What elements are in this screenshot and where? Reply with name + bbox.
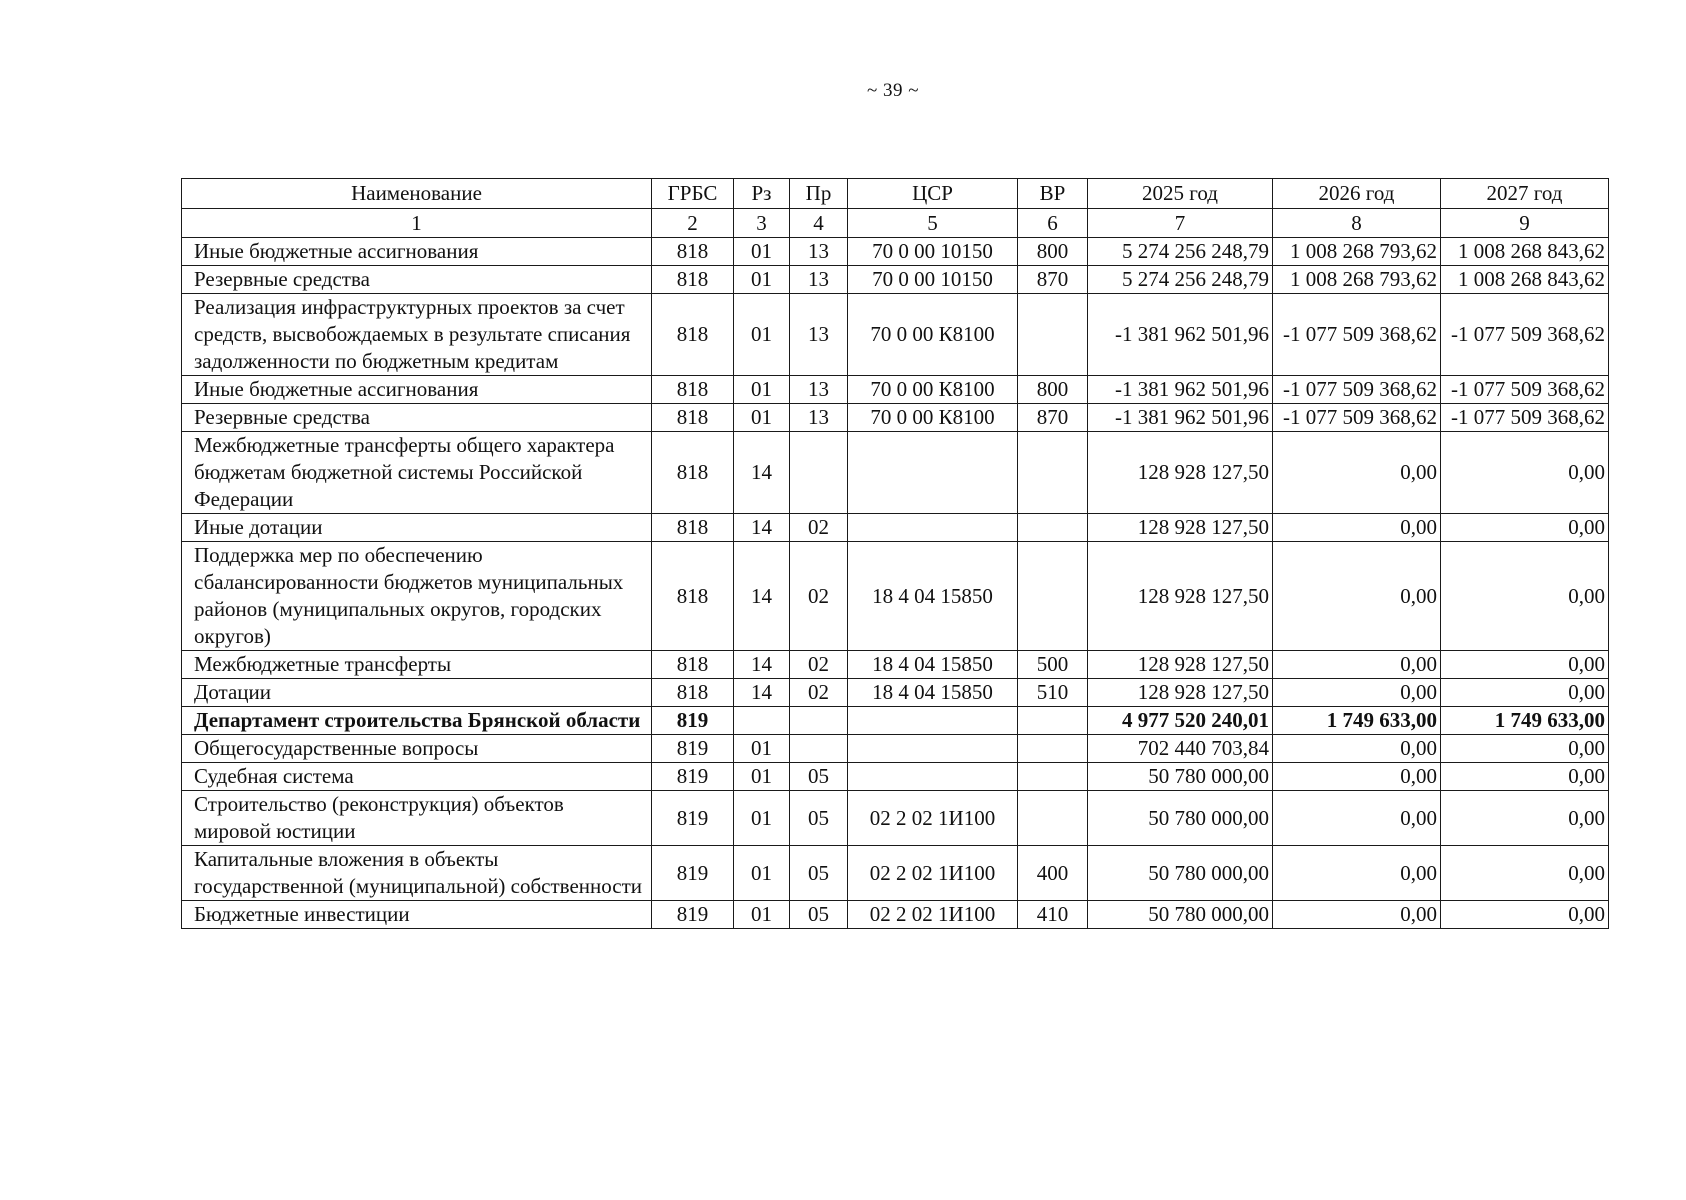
cell-rz: 14 <box>734 432 790 514</box>
cell-amount-2026: 0,00 <box>1273 651 1441 679</box>
cell-csr: 70 0 00 10150 <box>848 266 1018 294</box>
column-number-row <box>182 209 1609 238</box>
cell-csr: 02 2 02 1И100 <box>848 901 1018 929</box>
cell-rz: 14 <box>734 679 790 707</box>
cell-csr: 02 2 02 1И100 <box>848 791 1018 846</box>
cell-grbs: 818 <box>652 376 734 404</box>
table-row <box>182 542 1609 651</box>
cell-pr: 05 <box>790 791 848 846</box>
cell-csr <box>848 514 1018 542</box>
cell-rz: 14 <box>734 514 790 542</box>
cell-vr: 800 <box>1018 376 1088 404</box>
cell-grbs: 818 <box>652 651 734 679</box>
cell-grbs: 819 <box>652 707 734 735</box>
column-number: 3 <box>734 209 790 238</box>
cell-pr: 13 <box>790 294 848 376</box>
cell-rz: 01 <box>734 404 790 432</box>
cell-pr: 02 <box>790 651 848 679</box>
header-pr: Пр <box>790 179 848 209</box>
cell-amount-2026: 1 008 268 793,62 <box>1273 238 1441 266</box>
cell-amount-2026: 1 008 268 793,62 <box>1273 266 1441 294</box>
cell-amount-2025: 5 274 256 248,79 <box>1088 266 1273 294</box>
table-row <box>182 238 1609 266</box>
cell-amount-2026: 0,00 <box>1273 846 1441 901</box>
table-row <box>182 266 1609 294</box>
cell-grbs: 818 <box>652 266 734 294</box>
cell-amount-2025: 702 440 703,84 <box>1088 735 1273 763</box>
cell-csr: 18 4 04 15850 <box>848 651 1018 679</box>
cell-amount-2025: 4 977 520 240,01 <box>1088 707 1273 735</box>
cell-name: Поддержка мер по обеспечению сбалансированности бюджетов муниципальных районов (муниципальных округов, городских округов) <box>182 542 652 651</box>
table-row <box>182 294 1609 376</box>
cell-name: Резервные средства <box>182 266 652 294</box>
column-number: 6 <box>1018 209 1088 238</box>
cell-rz: 14 <box>734 651 790 679</box>
cell-pr: 13 <box>790 404 848 432</box>
cell-csr: 18 4 04 15850 <box>848 542 1018 651</box>
header-row <box>182 179 1609 209</box>
cell-amount-2026: 0,00 <box>1273 901 1441 929</box>
column-number: 7 <box>1088 209 1273 238</box>
cell-amount-2025: 128 928 127,50 <box>1088 679 1273 707</box>
cell-name: Судебная система <box>182 763 652 791</box>
cell-amount-2025: -1 381 962 501,96 <box>1088 294 1273 376</box>
header-vr: ВР <box>1018 179 1088 209</box>
cell-grbs: 818 <box>652 238 734 266</box>
cell-grbs: 818 <box>652 404 734 432</box>
cell-pr: 05 <box>790 901 848 929</box>
cell-pr: 13 <box>790 266 848 294</box>
cell-amount-2027: -1 077 509 368,62 <box>1441 294 1609 376</box>
cell-amount-2027: 0,00 <box>1441 542 1609 651</box>
cell-grbs: 818 <box>652 679 734 707</box>
cell-name: Реализация инфраструктурных проектов за счет средств, высвобождаемых в результате списания задолженности по бюджетным кредитам <box>182 294 652 376</box>
table-row <box>182 432 1609 514</box>
cell-amount-2027: 0,00 <box>1441 846 1609 901</box>
cell-vr <box>1018 542 1088 651</box>
column-number: 5 <box>848 209 1018 238</box>
cell-rz: 01 <box>734 901 790 929</box>
cell-csr: 70 0 00 К8100 <box>848 404 1018 432</box>
cell-amount-2025: 128 928 127,50 <box>1088 432 1273 514</box>
cell-vr <box>1018 735 1088 763</box>
cell-amount-2026: 0,00 <box>1273 791 1441 846</box>
cell-csr <box>848 707 1018 735</box>
cell-vr <box>1018 791 1088 846</box>
cell-name: Иные бюджетные ассигнования <box>182 238 652 266</box>
cell-amount-2025: 50 780 000,00 <box>1088 901 1273 929</box>
cell-amount-2026: -1 077 509 368,62 <box>1273 404 1441 432</box>
budget-table <box>181 178 1609 929</box>
cell-amount-2027: 0,00 <box>1441 763 1609 791</box>
cell-vr <box>1018 514 1088 542</box>
cell-grbs: 819 <box>652 901 734 929</box>
cell-vr: 410 <box>1018 901 1088 929</box>
cell-amount-2025: 128 928 127,50 <box>1088 651 1273 679</box>
cell-pr <box>790 707 848 735</box>
cell-vr <box>1018 763 1088 791</box>
cell-grbs: 819 <box>652 846 734 901</box>
cell-vr: 400 <box>1018 846 1088 901</box>
cell-vr <box>1018 294 1088 376</box>
cell-pr: 02 <box>790 679 848 707</box>
cell-amount-2026: -1 077 509 368,62 <box>1273 376 1441 404</box>
header-name: Наименование <box>182 179 652 209</box>
table-row <box>182 901 1609 929</box>
cell-vr: 800 <box>1018 238 1088 266</box>
cell-pr: 05 <box>790 846 848 901</box>
cell-grbs: 819 <box>652 791 734 846</box>
cell-vr: 500 <box>1018 651 1088 679</box>
cell-pr <box>790 735 848 763</box>
cell-grbs: 818 <box>652 542 734 651</box>
header-2025: 2025 год <box>1088 179 1273 209</box>
cell-amount-2026: 0,00 <box>1273 542 1441 651</box>
header-rz: Рз <box>734 179 790 209</box>
cell-rz: 01 <box>734 735 790 763</box>
table-row <box>182 735 1609 763</box>
cell-grbs: 819 <box>652 763 734 791</box>
cell-name: Резервные средства <box>182 404 652 432</box>
cell-amount-2026: 0,00 <box>1273 432 1441 514</box>
cell-grbs: 818 <box>652 514 734 542</box>
table-row <box>182 763 1609 791</box>
table-row <box>182 514 1609 542</box>
table-row <box>182 651 1609 679</box>
cell-amount-2027: 1 008 268 843,62 <box>1441 238 1609 266</box>
column-number: 2 <box>652 209 734 238</box>
cell-amount-2027: 0,00 <box>1441 791 1609 846</box>
cell-amount-2025: 128 928 127,50 <box>1088 514 1273 542</box>
table-row <box>182 376 1609 404</box>
cell-amount-2026: 1 749 633,00 <box>1273 707 1441 735</box>
column-number: 1 <box>182 209 652 238</box>
cell-rz: 14 <box>734 542 790 651</box>
cell-csr: 70 0 00 К8100 <box>848 376 1018 404</box>
cell-amount-2027: 0,00 <box>1441 679 1609 707</box>
cell-pr <box>790 432 848 514</box>
cell-rz: 01 <box>734 294 790 376</box>
cell-name: Иные дотации <box>182 514 652 542</box>
cell-name: Межбюджетные трансферты <box>182 651 652 679</box>
header-grbs: ГРБС <box>652 179 734 209</box>
cell-amount-2026: 0,00 <box>1273 763 1441 791</box>
cell-name: Межбюджетные трансферты общего характера бюджетам бюджетной системы Российской Федерации <box>182 432 652 514</box>
cell-amount-2026: 0,00 <box>1273 679 1441 707</box>
cell-vr: 870 <box>1018 266 1088 294</box>
table-row <box>182 846 1609 901</box>
cell-csr: 02 2 02 1И100 <box>848 846 1018 901</box>
cell-csr <box>848 735 1018 763</box>
cell-pr: 13 <box>790 238 848 266</box>
cell-rz: 01 <box>734 763 790 791</box>
table-row <box>182 679 1609 707</box>
table-row <box>182 707 1609 735</box>
cell-amount-2026: -1 077 509 368,62 <box>1273 294 1441 376</box>
cell-amount-2027: 1 008 268 843,62 <box>1441 266 1609 294</box>
cell-rz: 01 <box>734 846 790 901</box>
cell-rz: 01 <box>734 266 790 294</box>
cell-vr: 510 <box>1018 679 1088 707</box>
cell-name: Строительство (реконструкция) объектов мировой юстиции <box>182 791 652 846</box>
cell-amount-2025: -1 381 962 501,96 <box>1088 404 1273 432</box>
cell-amount-2026: 0,00 <box>1273 735 1441 763</box>
cell-amount-2027: 0,00 <box>1441 735 1609 763</box>
column-number: 8 <box>1273 209 1441 238</box>
cell-name: Общегосударственные вопросы <box>182 735 652 763</box>
cell-name: Департамент строительства Брянской области <box>182 707 652 735</box>
cell-amount-2026: 0,00 <box>1273 514 1441 542</box>
cell-amount-2027: 0,00 <box>1441 432 1609 514</box>
header-2026: 2026 год <box>1273 179 1441 209</box>
cell-csr <box>848 432 1018 514</box>
cell-amount-2025: 50 780 000,00 <box>1088 846 1273 901</box>
header-2027: 2027 год <box>1441 179 1609 209</box>
cell-csr: 70 0 00 10150 <box>848 238 1018 266</box>
cell-name: Иные бюджетные ассигнования <box>182 376 652 404</box>
cell-amount-2027: 0,00 <box>1441 651 1609 679</box>
cell-amount-2027: -1 077 509 368,62 <box>1441 404 1609 432</box>
cell-pr: 02 <box>790 542 848 651</box>
cell-csr: 18 4 04 15850 <box>848 679 1018 707</box>
cell-grbs: 818 <box>652 294 734 376</box>
cell-pr: 13 <box>790 376 848 404</box>
cell-csr <box>848 763 1018 791</box>
cell-name: Бюджетные инвестиции <box>182 901 652 929</box>
header-csr: ЦСР <box>848 179 1018 209</box>
cell-grbs: 818 <box>652 432 734 514</box>
cell-name: Капитальные вложения в объекты государственной (муниципальной) собственности <box>182 846 652 901</box>
cell-pr: 05 <box>790 763 848 791</box>
cell-rz: 01 <box>734 376 790 404</box>
cell-rz: 01 <box>734 791 790 846</box>
cell-vr: 870 <box>1018 404 1088 432</box>
column-number: 4 <box>790 209 848 238</box>
table-body <box>182 179 1609 929</box>
cell-name: Дотации <box>182 679 652 707</box>
cell-amount-2027: 1 749 633,00 <box>1441 707 1609 735</box>
cell-amount-2025: 50 780 000,00 <box>1088 763 1273 791</box>
cell-amount-2027: -1 077 509 368,62 <box>1441 376 1609 404</box>
cell-vr <box>1018 432 1088 514</box>
table-row <box>182 791 1609 846</box>
table-row <box>182 404 1609 432</box>
cell-amount-2025: 50 780 000,00 <box>1088 791 1273 846</box>
cell-pr: 02 <box>790 514 848 542</box>
cell-amount-2027: 0,00 <box>1441 514 1609 542</box>
cell-rz <box>734 707 790 735</box>
cell-csr: 70 0 00 К8100 <box>848 294 1018 376</box>
cell-amount-2025: -1 381 962 501,96 <box>1088 376 1273 404</box>
cell-rz: 01 <box>734 238 790 266</box>
cell-amount-2027: 0,00 <box>1441 901 1609 929</box>
cell-vr <box>1018 707 1088 735</box>
cell-amount-2025: 128 928 127,50 <box>1088 542 1273 651</box>
column-number: 9 <box>1441 209 1609 238</box>
cell-grbs: 819 <box>652 735 734 763</box>
cell-amount-2025: 5 274 256 248,79 <box>1088 238 1273 266</box>
page-number: ~ 39 ~ <box>866 80 920 101</box>
